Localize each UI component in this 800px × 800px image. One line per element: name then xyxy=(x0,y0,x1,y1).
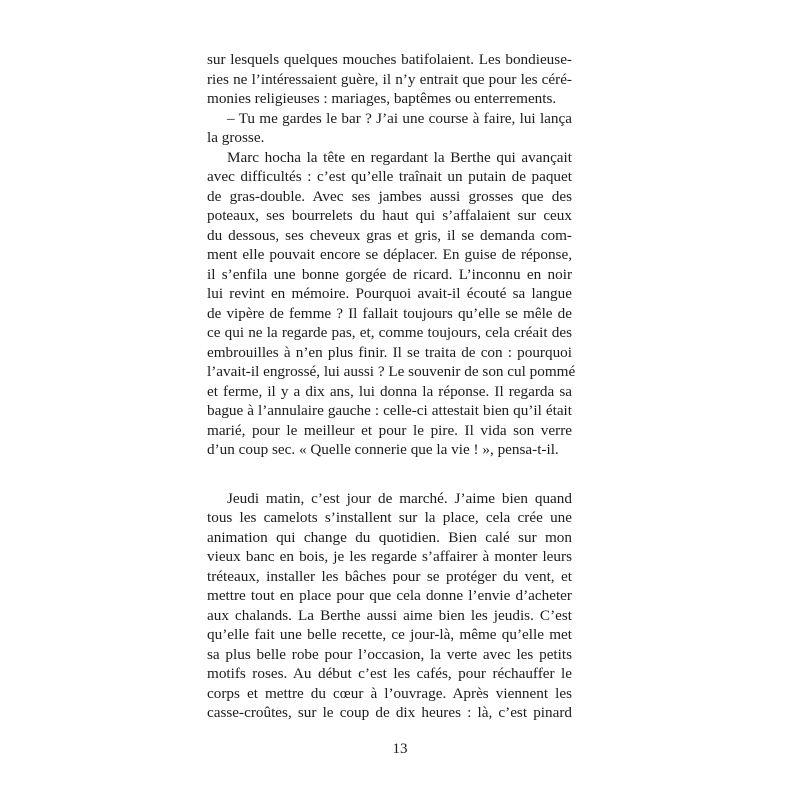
text-line: corps et mettre du cœur à l’ouvrage. Après viennent les xyxy=(207,684,572,702)
text-line: motifs roses. Au début c’est les cafés, pour réchauffer le xyxy=(207,665,572,682)
text-line: animation qui change du quotidien. Bien calé sur mon xyxy=(207,528,572,546)
text-line: mettre tout en place pour que cela donne l’envie d’acheter xyxy=(207,587,572,604)
text-line: avec difficultés : c’est qu’elle traînait un putain de paquet xyxy=(207,168,572,185)
text-line: d’un coup sec. « Quelle connerie que la vie ! », pensa-t-il. xyxy=(207,441,559,458)
text-line: embrouilles à n’en plus finir. Il se traita de con : pourquoi xyxy=(207,343,572,361)
text-line: poteaux, ses bourrelets du haut qui s’affalaient sur ceux xyxy=(207,207,572,224)
paragraph-start-line: Marc hocha la tête en regardant la Berthe qui avançait xyxy=(227,148,572,166)
text-line: qu’elle fait une belle recette, ce jour-là, même qu’elle met xyxy=(207,626,572,643)
text-column xyxy=(207,50,576,723)
text-line: du dessous, ses cheveux gras et gris, il se demanda com- xyxy=(207,226,572,244)
section-break xyxy=(207,460,572,489)
text-line: il s’enfila une bonne gorgée de ricard. L’inconnu en noir xyxy=(207,265,572,283)
text-line: marié, pour le meilleur et pour le pire. Il vida son verre xyxy=(207,421,572,439)
text-line: vieux banc en bois, je les regarde s’affairer à monter leurs xyxy=(207,548,572,565)
text-line: tous les camelots s’installent sur la place, cela crée une xyxy=(207,509,572,526)
text-line: de gras-double. Avec ses jambes aussi grosses que des xyxy=(207,187,572,205)
text-line: tréteaux, installer les bâches pour se protéger du vent, et xyxy=(207,567,572,585)
text-line: et ferme, il y a dix ans, lui donna la réponse. Il regarda sa xyxy=(207,382,572,400)
dialogue-line: – Tu me gardes le bar ? J’ai une course à faire, lui lança xyxy=(227,109,572,127)
text-line: sur lesquels quelques mouches batifolaient. Les bondieuse- xyxy=(207,51,572,68)
text-line: ries ne l’intéressaient guère, il n’y entrait que pour les céré- xyxy=(207,70,572,88)
text-line: monies religieuses : mariages, baptêmes ou enterrements. xyxy=(207,90,557,107)
text-line: sa plus belle robe pour l’occasion, la verte avec les petits xyxy=(207,645,572,663)
text-line: ce qui ne la regarde pas, et, comme toujours, cela créait des xyxy=(207,324,572,341)
text-line: casse-croûtes, sur le coup de dix heures : là, c’est pinard xyxy=(207,704,572,721)
text-line: bague à l’annulaire gauche : celle-ci attestait bien qu’il était xyxy=(207,402,572,419)
passage-1 xyxy=(207,50,576,460)
text-line: l’avait-il engrossé, lui aussi ? Le souvenir de son cul pommé xyxy=(207,363,576,380)
paragraph-start-line: Jeudi matin, c’est jour de marché. J’aime bien quand xyxy=(227,489,572,507)
text-line: de vipère de femme ? Il fallait toujours qu’elle se mêle de xyxy=(207,304,572,322)
passage-2 xyxy=(207,489,572,723)
text-line: ment elle pouvait encore se déplacer. En guise de réponse, xyxy=(207,246,572,263)
text-line: la grosse. xyxy=(207,129,265,146)
text-line: lui revint en mémoire. Pourquoi avait-il écouté sa langue xyxy=(207,285,572,302)
page-number: 13 xyxy=(392,741,408,757)
text-line: aux chalands. La Berthe aussi aime bien les jeudis. C’est xyxy=(207,606,572,624)
